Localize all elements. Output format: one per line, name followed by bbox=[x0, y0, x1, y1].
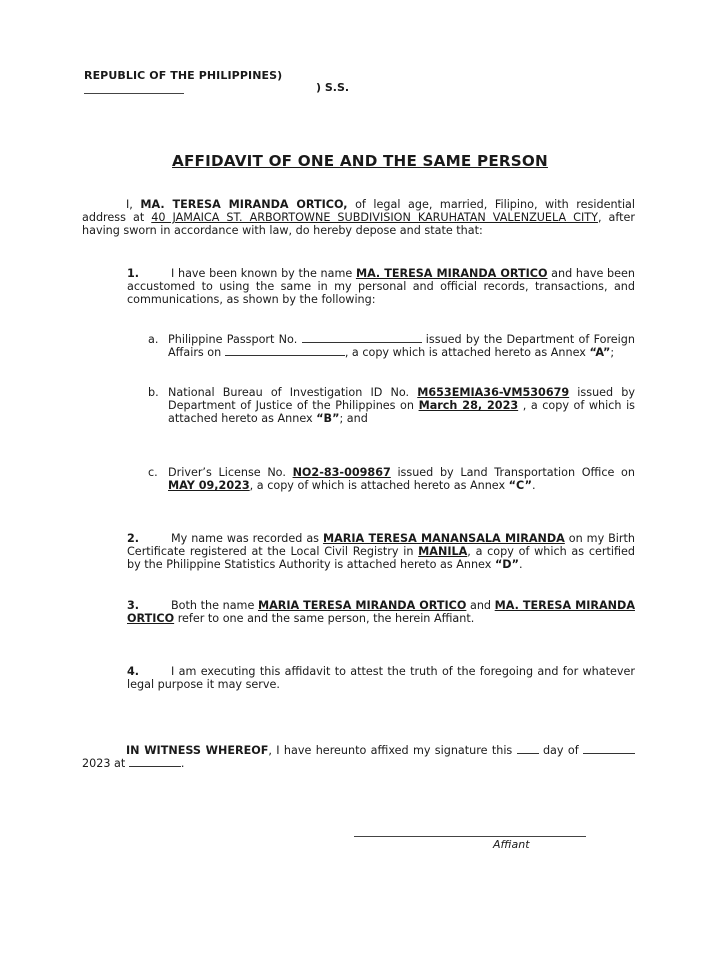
passport-date-blank[interactable] bbox=[225, 346, 345, 356]
paragraph-text: Both the name bbox=[171, 599, 258, 612]
paragraph-text: and bbox=[466, 599, 495, 612]
item-text-part: issued by the Department of Foreign Affairs on bbox=[168, 333, 635, 360]
annex-label: “A” bbox=[589, 346, 611, 360]
intro-prefix: I, bbox=[126, 198, 133, 211]
witness-text: . bbox=[180, 757, 185, 771]
place-blank[interactable] bbox=[129, 757, 181, 767]
paragraph-number: 3. bbox=[127, 599, 140, 612]
paragraph-text: I am executing this affidavit to attest the truth of the foregoing and for whatever legal purpose it may serve. bbox=[127, 665, 635, 692]
venue-blank-line bbox=[84, 93, 184, 94]
item-text-part: issued by Department of Justice of the Philippines on bbox=[168, 386, 635, 413]
month-blank[interactable] bbox=[583, 744, 635, 754]
paragraph-text: on my Birth Certificate registered at the Local Civil Registry in bbox=[127, 532, 635, 559]
paragraph-text: . bbox=[518, 558, 523, 572]
paragraph-4 bbox=[127, 665, 635, 691]
item-text-part: Driver’s License No. bbox=[168, 466, 293, 479]
document-title: AFFIDAVIT OF ONE AND THE SAME PERSON bbox=[172, 152, 548, 170]
item-text-part: issued by Land Transportation Office on bbox=[390, 466, 635, 479]
item-label: a. bbox=[148, 333, 159, 346]
intro-text: of legal age, married, Filipino, with residential address at bbox=[82, 198, 636, 225]
witness-lead: IN WITNESS WHEREOF bbox=[126, 744, 269, 757]
list-item-drivers-license bbox=[148, 466, 635, 492]
license-issue-date: MAY 09,2023 bbox=[168, 479, 250, 493]
nbi-id-number: M653EMIA36-VM530679 bbox=[417, 386, 570, 399]
item-text bbox=[168, 386, 635, 426]
residential-address: 40 JAMAICA ST. ARBORTOWNE SUBDIVISION KARUHATAN VALENZUELA CITY bbox=[151, 211, 598, 225]
signature-line[interactable] bbox=[354, 836, 586, 837]
intro-paragraph bbox=[82, 198, 635, 238]
nbi-issue-date: March 28, 2023 bbox=[418, 399, 519, 413]
paragraph-text: , a copy of which as certified by the Philippine Statistics Authority is attached hereto as Annex bbox=[127, 545, 635, 572]
item-text-part: . bbox=[531, 479, 536, 493]
list-item-nbi bbox=[148, 386, 635, 426]
birth-name: MARIA TERESA MANANSALA MIRANDA bbox=[322, 532, 565, 545]
item-text-part: ; and bbox=[339, 412, 368, 426]
item-label: c. bbox=[148, 466, 158, 479]
paragraph-text: and have been accustomed to using the same in my personal and official records, transactions, and communications, as shown by the following: bbox=[127, 267, 635, 307]
passport-number-blank[interactable] bbox=[302, 333, 422, 343]
paragraph-3 bbox=[127, 599, 635, 625]
item-text-part: , a copy which is attached hereto as Annex bbox=[344, 346, 590, 360]
list-item-passport bbox=[148, 333, 635, 359]
witness-text: , I have hereunto affixed my signature this bbox=[268, 744, 517, 757]
paragraph-number: 1. bbox=[127, 267, 140, 280]
item-text-part: National Bureau of Investigation ID No. bbox=[168, 386, 418, 399]
registry-place: MANILA bbox=[418, 545, 468, 559]
item-text bbox=[168, 333, 635, 359]
item-label: b. bbox=[148, 386, 159, 399]
affiant-name: MA. TERESA MIRANDA ORTICO, bbox=[140, 198, 348, 211]
witness-clause bbox=[82, 744, 635, 770]
paragraph-text: I have been known by the name bbox=[171, 267, 356, 280]
annex-label: “D” bbox=[494, 558, 519, 572]
item-text-part: , a copy of which is attached hereto as Annex bbox=[249, 479, 509, 493]
item-text-part: , a copy of which is attached hereto as Annex bbox=[168, 399, 636, 426]
license-number: NO2-83-009867 bbox=[292, 466, 391, 479]
ss-line: ) S.S. bbox=[316, 81, 350, 94]
paragraph-number: 2. bbox=[127, 532, 140, 545]
venue-line: REPUBLIC OF THE PHILIPPINES) bbox=[84, 69, 283, 82]
day-blank[interactable] bbox=[517, 744, 539, 754]
known-name: MA. TERESA MIRANDA ORTICO bbox=[355, 267, 548, 280]
item-text-part: ; bbox=[610, 346, 615, 360]
annex-label: “B” bbox=[316, 412, 340, 426]
affiant-label: Affiant bbox=[493, 838, 530, 851]
paragraph-2 bbox=[127, 532, 635, 572]
abbreviated-name: MA. TERESA MIRANDA ORTICO bbox=[127, 599, 635, 626]
paragraph-text: My name was recorded as bbox=[171, 532, 323, 545]
paragraph-text: refer to one and the same person, the herein Affiant. bbox=[174, 612, 475, 626]
paragraph-number: 4. bbox=[127, 665, 140, 678]
item-text-part: Philippine Passport No. bbox=[168, 333, 302, 346]
annex-label: “C” bbox=[508, 479, 532, 493]
witness-text: day of bbox=[538, 744, 583, 757]
full-name: MARIA TERESA MIRANDA ORTICO bbox=[257, 599, 467, 612]
paragraph-1 bbox=[127, 267, 635, 307]
witness-text: 2023 at bbox=[82, 757, 129, 771]
item-text bbox=[168, 466, 635, 492]
intro-closing: , after having sworn in accordance with law, do hereby depose and state that: bbox=[82, 211, 636, 238]
